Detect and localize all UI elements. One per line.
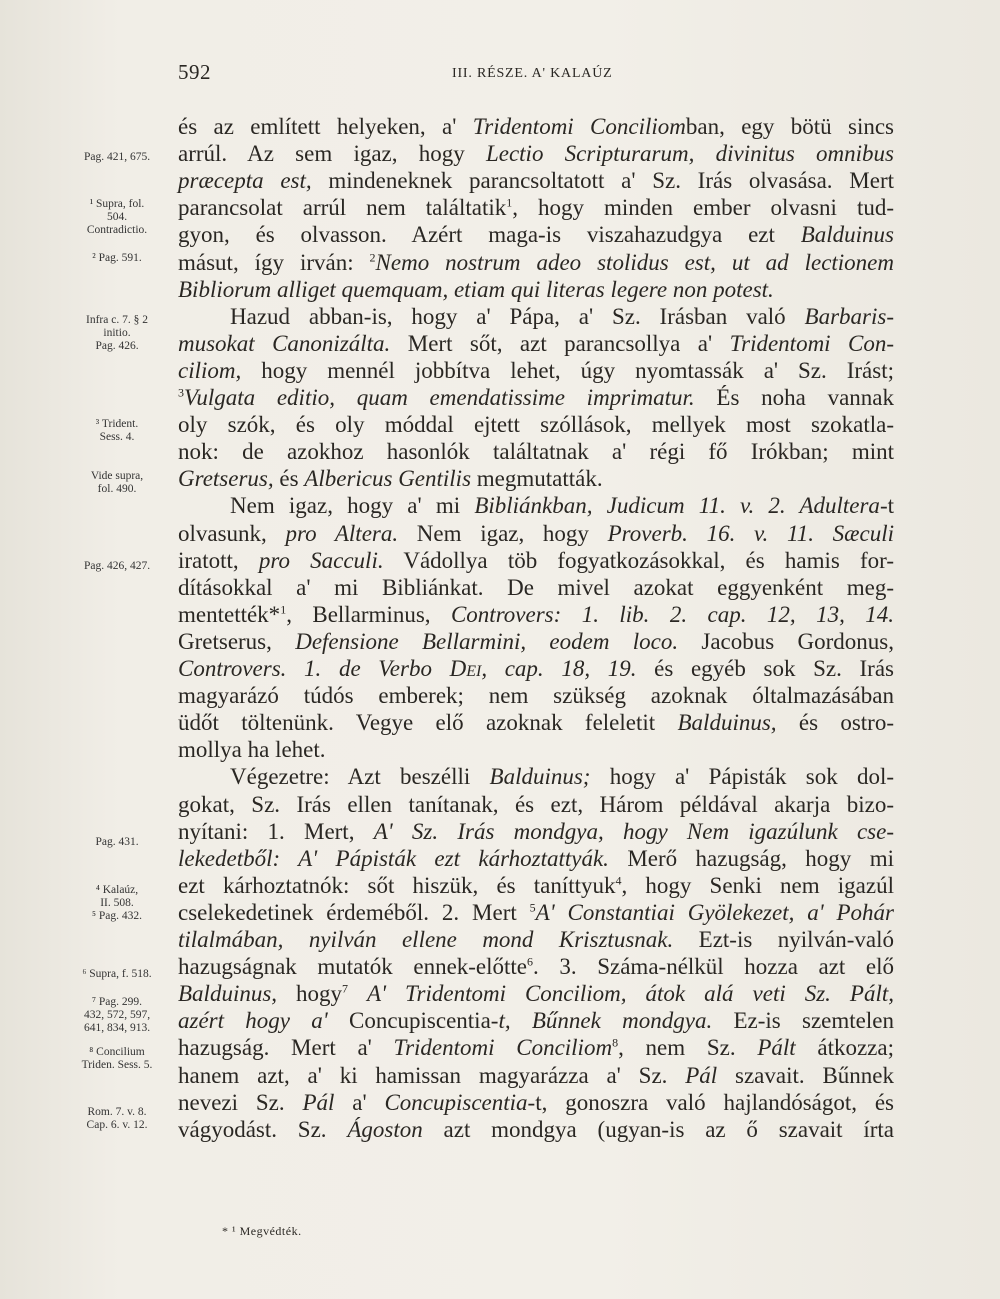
text-line: cselekedetinek érdeméből. 2. Mert $^5$A' Constantiai Gyölekezet, a' Pohár xyxy=(178,899,894,925)
margin-note: Pag. 431. xyxy=(95,836,139,848)
text-line: hazugságnak mutatók ennek-előtte$^6$. 3. Száma-nélkül hozza azt elő xyxy=(178,954,894,980)
text-line: Végezetre: Azt beszélli Balduinus; hogy a' Pápisták sok dol- xyxy=(230,764,895,790)
text-line: tilalmában, nyilván ellene mond Krisztusnak. Ezt-is nyilván-való xyxy=(178,927,894,952)
text-line: Bibliorum alliget quemquam, etiam qui literas legere non potest. xyxy=(178,276,774,302)
page-header xyxy=(0,60,1000,90)
text-line: másut, így irván: $^2$Nemo nostrum adeo stolidus est, ut ad lectionem xyxy=(178,249,894,275)
text-line: és az említett helyeken, a' Tridentomi Conciliomban, egy bötü sincs xyxy=(178,114,895,139)
text-line: gyon, és olvasson. Azért maga-is viszahazudgya ezt Balduinus xyxy=(178,222,894,248)
text-line: ezt kárhoztatnók: sőt hiszük, és taníttyuk$^4$, hogy Senki nem igazúl xyxy=(178,872,894,898)
margin-note: Infra c. 7. § 2 initio. Pag. 426. xyxy=(86,314,148,352)
text-line: olvasunk, pro Altera. Nem igaz, hogy Proverb. 16. v. 11. Sæculi xyxy=(178,520,895,546)
margin-note: ¹ Supra, fol. 504. Contradictio. xyxy=(86,198,148,236)
text-line: nyítani: 1. Mert, A' Sz. Irás mondgya, hogy Nem igazúlunk cse- xyxy=(178,818,894,844)
text-line: iratott, pro Sacculi. Vádollya töb fogyatkozásokkal, és hamis for- xyxy=(178,547,894,573)
margin-note: Vide supra, fol. 490. xyxy=(90,470,144,495)
text-line: Gretserus, és Albericus Gentilis megmutatták. xyxy=(178,466,603,492)
text-line: nok: de azokhoz hasonlók találtatnak a' régi fő Irókban; mint xyxy=(178,439,894,465)
text-line: mollya ha lehet. xyxy=(178,737,326,763)
text-line: Balduinus, hogy$^7$ A' Tridentomi Conciliom, átok alá veti Sz. Pált, xyxy=(178,981,894,1007)
text-line: hazugság. Mert a' Tridentomi Conciliom$^8$, nem Sz. Pált átkozza; xyxy=(178,1035,894,1061)
text-line: arrúl. Az sem igaz, hogy Lectio Scripturarum, divinitus omnibus xyxy=(178,141,894,167)
footnote: * ¹ Megvédték. xyxy=(222,1224,302,1238)
text-line: ciliom, hogy mennél jobbítva lehet, úgy nyomtassák a' Sz. Irást; xyxy=(178,357,894,383)
margin-note: ⁶ Supra, f. 518. xyxy=(82,968,152,980)
margin-note: ⁷ Pag. 299. 432, 572, 597, 641, 834, 913. xyxy=(83,996,151,1034)
margin-note: Pag. 426, 427. xyxy=(83,560,151,572)
margin-note: ² Pag. 591. xyxy=(92,252,142,264)
text-line: mentették*$^1$, Bellarminus, Controvers: 1. lib. 2. cap. 12, 13, 14. xyxy=(178,601,894,627)
margin-note: ⁴ Kalaúz, II. 508. ⁵ Pag. 432. xyxy=(91,884,142,922)
text-line: dításokkal a' mi Bibliánkat. De mivel azokat eggyenként meg- xyxy=(178,574,894,600)
margin-note: Rom. 7. v. 8. Cap. 6. v. 12. xyxy=(86,1106,148,1131)
text-line: Gretserus, Defensione Bellarmini, eodem loco. Jacobus Gordonus, xyxy=(178,628,894,654)
text-line: Hazud abban-is, hogy a' Pápa, a' Sz. Irásban való Barbaris- xyxy=(230,303,894,329)
margin-note: ³ Trident. Sess. 4. xyxy=(95,418,139,443)
text-line: Controvers. 1. de Verbo Dei, cap. 18, 19. és egyéb sok Sz. Irás xyxy=(178,656,894,681)
text-line: hanem azt, a' ki hamissan magyarázza a' Sz. Pál szavait. Bűnnek xyxy=(178,1062,894,1088)
running-head: III. RÉSZE. A' KALAÚZ xyxy=(452,66,613,81)
text-line: azért hogy a' Concupiscentia-t, Bűnnek mondgya. Ez-is szemtelen xyxy=(178,1008,894,1034)
text-line: parancsolat arrúl nem találtatik$^1$, hogy minden ember olvasni tud- xyxy=(178,195,894,221)
text-line: üdőt töltenünk. Vegye elő azoknak feleletit Balduinus, és ostro- xyxy=(178,710,894,736)
text-line: vágyodást. Sz. Ágoston azt mondgya (ugyan-is az ő szavait írta xyxy=(178,1116,894,1142)
text-line: præcepta est, mindeneknek parancsoltatott a' Sz. Irás olvasása. Mert xyxy=(178,168,894,194)
text-line: nevezi Sz. Pál a' Concupiscentia-t, gonoszra való hajlandóságot, és xyxy=(178,1089,894,1115)
text-line: magyarázó túdós emberek; nem szükség azoknak óltalmazásában xyxy=(178,683,894,709)
text-line: lekedetből: A' Pápisták ezt kárhoztattyák. Merő hazugság, hogy mi xyxy=(178,845,894,871)
margin-note: Pag. 421, 675. xyxy=(83,151,151,163)
margin-note: ⁸ Concilium Triden. Sess. 5. xyxy=(81,1046,153,1071)
text-line: musokat Canonizálta. Mert sőt, azt parancsollya a' Tridentomi Con- xyxy=(178,330,895,356)
text-line: $^3$Vulgata editio, quam emendatissime imprimatur. És noha vannak xyxy=(178,385,894,410)
text-line: Nem igaz, hogy a' mi Bibliánkban, Judicum 11. v. 2. Adultera-t xyxy=(230,493,894,519)
text-line: oly szók, és oly móddal ejtett szóllások, mellyek most szokatla- xyxy=(178,412,894,438)
page-number: 592 xyxy=(178,60,211,84)
text-line: gokat, Sz. Irás ellen tanítanak, és ezt, Három példával akarja bizo- xyxy=(178,791,894,817)
